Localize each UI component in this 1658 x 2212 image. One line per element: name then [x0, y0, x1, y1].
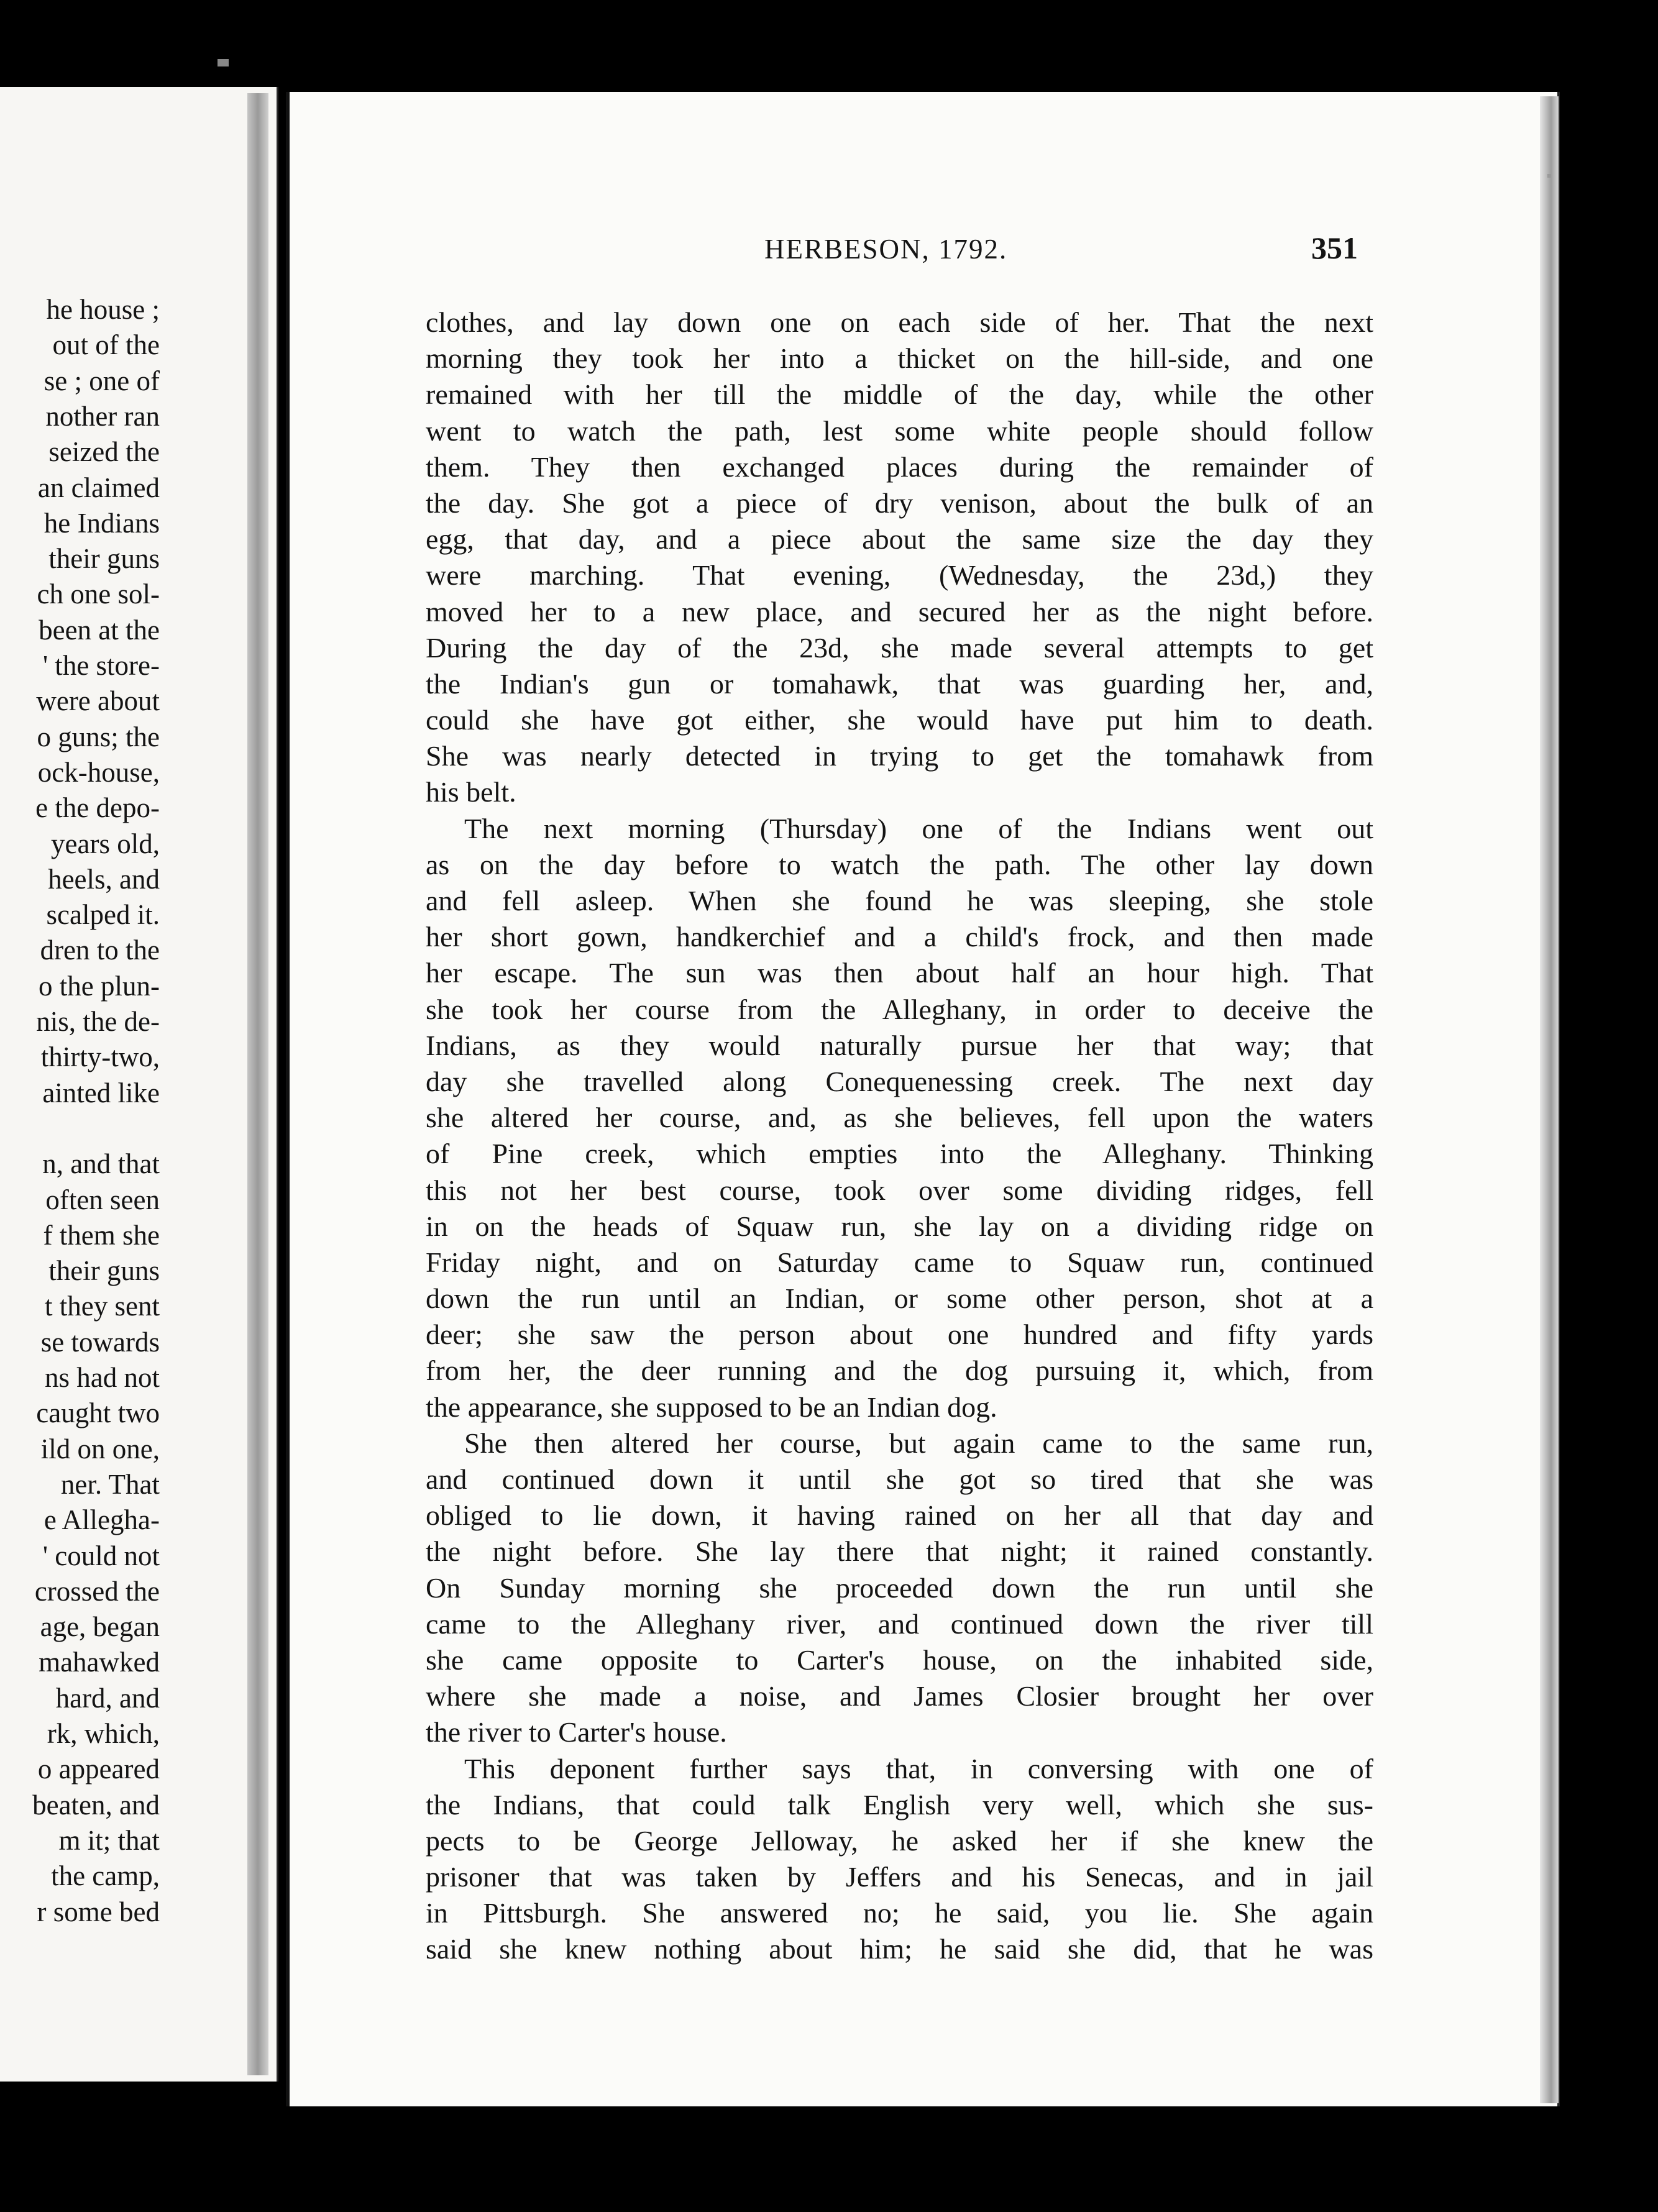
- left-text-line: ock-house,: [37, 756, 160, 788]
- text-line: were marching. That evening, (Wednesday, the 23d,) they: [426, 559, 1373, 592]
- left-text-line: their guns: [48, 1255, 160, 1287]
- scan-speck: [1547, 174, 1551, 178]
- book-gutter: [247, 93, 268, 2075]
- left-text-line: caught two: [36, 1397, 160, 1429]
- left-text-line: crossed the: [34, 1575, 160, 1607]
- left-text-line: se ; one of: [44, 365, 160, 396]
- text-line: the night before. She lay there that night; it rained constantly.: [426, 1535, 1373, 1568]
- text-line: Friday night, and on Saturday came to Squaw run, continued: [426, 1246, 1373, 1278]
- left-text-line: ch one sol-: [37, 578, 160, 610]
- text-line: the day. She got a piece of dry venison, about the bulk of an: [426, 487, 1373, 519]
- page-edge: [1540, 96, 1559, 2103]
- left-text-line: rk, which,: [47, 1718, 160, 1749]
- text-line: she altered her course, and, as she believes, fell upon the waters: [426, 1102, 1373, 1134]
- left-text-line: ' the store-: [42, 650, 160, 681]
- left-text-line: their guns: [48, 543, 160, 575]
- left-text-line: seized the: [48, 436, 160, 468]
- scan-speck: [218, 59, 229, 66]
- left-text-line: beaten, and: [32, 1789, 160, 1821]
- text-line: she took her course from the Alleghany, in order to deceive the: [426, 993, 1373, 1025]
- text-line: The next morning (Thursday) one of the Indians went out: [464, 812, 1373, 844]
- body-text: [426, 304, 1373, 1968]
- text-line: could she have got either, she would have put him to death.: [426, 704, 1373, 736]
- left-text-line: he house ;: [46, 294, 160, 325]
- text-line: in on the heads of Squaw run, she lay on a dividing ridge on: [426, 1210, 1373, 1242]
- left-text-line: se towards: [40, 1326, 160, 1358]
- left-text-line: years old,: [51, 828, 160, 859]
- text-line: and continued down it until she got so tired that she was: [426, 1463, 1373, 1495]
- text-line: and fell asleep. When she found he was sleeping, she stole: [426, 885, 1373, 916]
- text-line: pects to be George Jelloway, he asked her if she knew the: [426, 1824, 1373, 1857]
- text-line: She was nearly detected in trying to get the tomahawk from: [426, 740, 1373, 772]
- left-text-line: an claimed: [37, 472, 160, 503]
- left-text-line: o guns; the: [37, 721, 160, 752]
- text-line: morning they took her into a thicket on the hill-side, and one: [426, 342, 1373, 375]
- text-line: her escape. The sun was then about half an hour high. That: [426, 957, 1373, 989]
- text-line: egg, that day, and a piece about the same size the day they: [426, 523, 1373, 555]
- left-text-line: r some bed: [37, 1896, 160, 1927]
- text-line: this not her best course, took over some dividing ridges, fell: [426, 1174, 1373, 1206]
- text-line: remained with her till the middle of the day, while the other: [426, 378, 1373, 411]
- text-line: Indians, as they would naturally pursue her that way; that: [426, 1029, 1373, 1061]
- text-line: moved her to a new place, and secured her as the night before.: [426, 595, 1373, 628]
- text-line: she came opposite to Carter's house, on the inhabited side,: [426, 1643, 1373, 1676]
- left-text-line: ' could not: [42, 1540, 160, 1571]
- text-line: the Indian's gun or tomahawk, that was guarding her, and,: [426, 667, 1373, 700]
- text-line: his belt.: [426, 776, 516, 808]
- text-line: clothes, and lay down one on each side of her. That the next: [426, 306, 1373, 338]
- text-line: them. They then exchanged places during the remainder of: [426, 450, 1373, 483]
- left-text-line: scalped it.: [46, 899, 160, 931]
- left-text-line: ns had not: [45, 1362, 160, 1393]
- text-line: This deponent further says that, in conversing with one of: [464, 1752, 1373, 1785]
- left-text-line: heels, and: [48, 863, 160, 895]
- text-line: of Pine creek, which empties into the Alleghany. Thinking: [426, 1138, 1373, 1170]
- left-text-line: ner. That: [60, 1468, 160, 1500]
- left-text-line: the camp,: [51, 1860, 160, 1892]
- text-line: as on the day before to watch the path. The other lay down: [426, 848, 1373, 880]
- text-line: down the run until an Indian, or some other person, shot at a: [426, 1282, 1373, 1315]
- text-line: where she made a noise, and James Closier brought her over: [426, 1680, 1373, 1712]
- left-text-line: mahawked: [39, 1647, 160, 1678]
- text-line: During the day of the 23d, she made several attempts to get: [426, 631, 1373, 664]
- text-line: her short gown, handkerchief and a child's frock, and then made: [426, 921, 1373, 953]
- text-line: deer; she saw the person about one hundred and fifty yards: [426, 1319, 1373, 1351]
- text-line: On Sunday morning she proceeded down the run until she: [426, 1571, 1373, 1604]
- left-text-line: t they sent: [45, 1291, 160, 1322]
- text-line: the Indians, that could talk English very well, which she sus-: [426, 1788, 1373, 1821]
- left-text-line: age, began: [40, 1611, 160, 1643]
- page-number: 351: [1311, 231, 1358, 265]
- left-text-line: n, and that: [42, 1148, 160, 1180]
- left-text-line: f them she: [43, 1219, 160, 1251]
- running-head: HERBESON, 1792.: [764, 234, 1008, 265]
- left-text-line: thirty-two,: [40, 1041, 160, 1073]
- left-text-line: often seen: [45, 1184, 160, 1215]
- left-text-line: dren to the: [40, 935, 160, 966]
- left-text-line: nis, the de-: [36, 1006, 160, 1037]
- left-text-line: been at the: [39, 614, 160, 646]
- left-text-line: out of the: [52, 329, 160, 361]
- left-text-line: he Indians: [44, 507, 160, 539]
- text-line: the appearance, she supposed to be an Indian dog.: [426, 1391, 997, 1423]
- text-line: in Pittsburgh. She answered no; he said, you lie. She again: [426, 1897, 1373, 1929]
- text-line: came to the Alleghany river, and continued down the river till: [426, 1607, 1373, 1640]
- left-text-line: e the depo-: [35, 792, 160, 824]
- text-line: day she travelled along Conequenessing creek. The next day: [426, 1065, 1373, 1097]
- left-text-line: ainted like: [42, 1077, 160, 1108]
- left-text-line: were about: [36, 685, 160, 717]
- text-line: from her, the deer running and the dog pursuing it, which, from: [426, 1355, 1373, 1387]
- text-line: went to watch the path, lest some white people should follow: [426, 414, 1373, 447]
- left-text-line: hard, and: [55, 1682, 160, 1714]
- left-text-line: o appeared: [37, 1753, 160, 1785]
- left-page: [0, 87, 278, 2082]
- left-text-line: e Allegha-: [44, 1504, 160, 1536]
- text-line: obliged to lie down, it having rained on her all that day and: [426, 1499, 1373, 1532]
- left-text-line: o the plun-: [39, 970, 160, 1002]
- text-line: She then altered her course, but again came to the same run,: [464, 1427, 1373, 1459]
- text-line: said she knew nothing about him; he said she did, that he was: [426, 1933, 1373, 1965]
- text-line: prisoner that was taken by Jeffers and his Senecas, and in jail: [426, 1861, 1373, 1893]
- left-text-line: nother ran: [45, 400, 160, 432]
- text-line: the river to Carter's house.: [426, 1716, 727, 1748]
- left-text-line: m it; that: [58, 1824, 160, 1856]
- left-text-line: ild on one,: [40, 1433, 160, 1465]
